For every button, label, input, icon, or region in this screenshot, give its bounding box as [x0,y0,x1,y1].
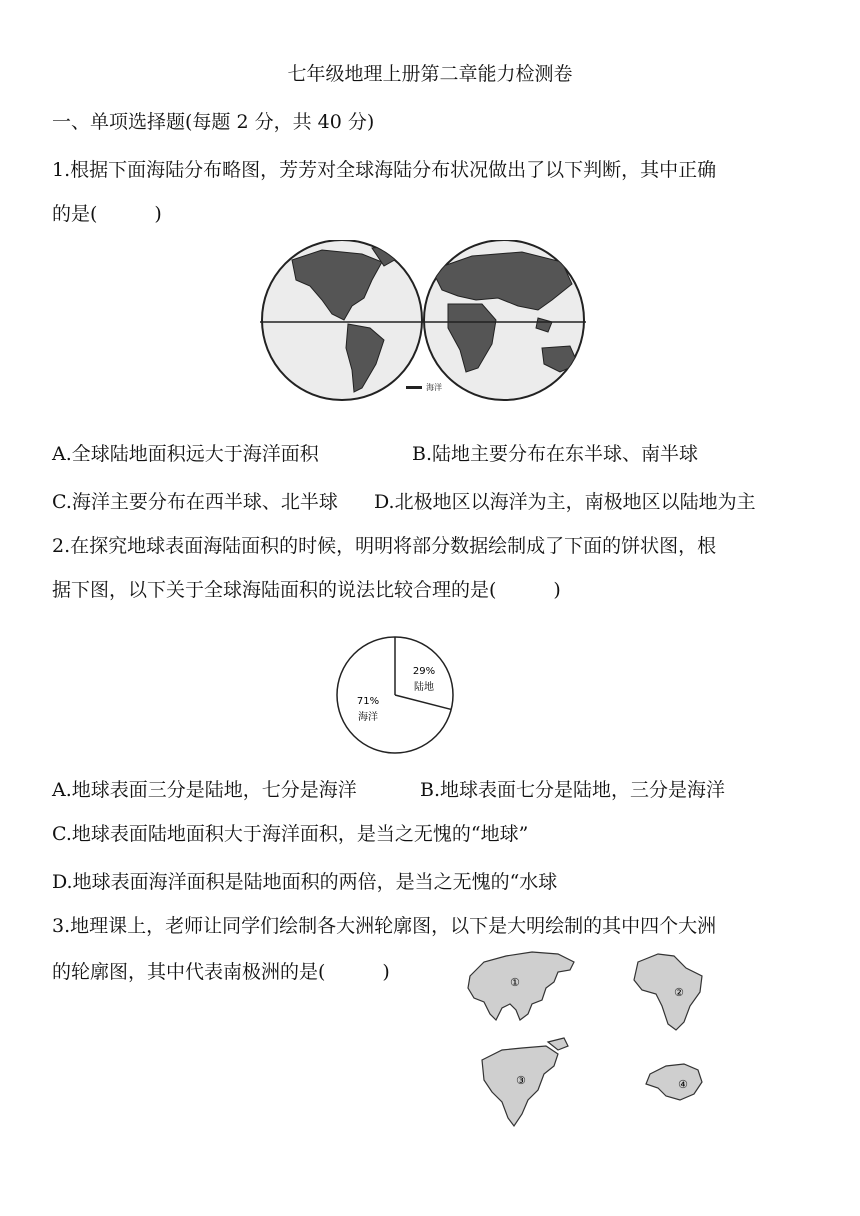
page-title: 七年级地理上册第二章能力检测卷 [287,63,573,85]
land-label: 陆地 [414,682,434,693]
q1-option-c[interactable]: C.海洋主要分布在西半球、北半球 [52,491,338,513]
label-2: ② [674,986,684,999]
world-hemisphere-map [252,240,592,412]
q2-option-b[interactable]: B.地球表面七分是陆地，三分是海洋 [420,779,726,801]
map-legend-label: 海洋 [426,383,442,392]
q2-option-d[interactable]: D.地球表面海洋面积是陆地面积的两倍，是当之无愧的“水球 [52,871,558,893]
continent-4-antarctica-outline [646,1064,702,1100]
legend-swatch [406,386,422,389]
ocean-percent-label: 71% [356,696,380,707]
continent-outlines-figure [462,942,738,1138]
q1-option-a[interactable]: A.全球陆地面积远大于海洋面积 [52,443,319,465]
q2-option-a[interactable]: A.地球表面三分是陆地，七分是海洋 [52,779,357,801]
continent-1-eurasia-outline [468,952,574,1020]
label-3: ③ [516,1074,526,1087]
section-heading: 一、单项选择题(每题 2 分，共 40 分) [52,111,375,133]
land-ocean-pie-chart [330,630,460,760]
continent-2-africa-outline [634,954,702,1030]
q1-stem-line1: 1.根据下面海陆分布略图，芳芳对全球海陆分布状况做出了以下判断，其中正确 [52,159,717,181]
q1-option-b[interactable]: B.陆地主要分布在东半球、南半球 [412,443,699,465]
q1-stem-line2: 的是( ) [52,203,162,225]
q2-option-c[interactable]: C.地球表面陆地面积大于海洋面积，是当之无愧的“地球” [52,823,529,845]
label-4: ④ [678,1078,688,1091]
q3-stem-line1: 3.地理课上，老师让同学们绘制各大洲轮廓图，以下是大明绘制的其中四个大洲 [52,915,717,937]
ocean-label: 海洋 [358,712,378,723]
q1-option-d[interactable]: D.北极地区以海洋为主，南极地区以陆地为主 [374,491,756,513]
land-percent-label: 29% [412,666,436,677]
label-1: ① [510,976,520,989]
q2-stem-line2: 据下图，以下关于全球海陆面积的说法比较合理的是( ) [52,579,561,601]
q3-stem-line2: 的轮廓图，其中代表南极洲的是( ) [52,961,390,983]
q2-stem-line1: 2.在探究地球表面海陆面积的时候，明明将部分数据绘制成了下面的饼状图，根 [52,535,717,557]
